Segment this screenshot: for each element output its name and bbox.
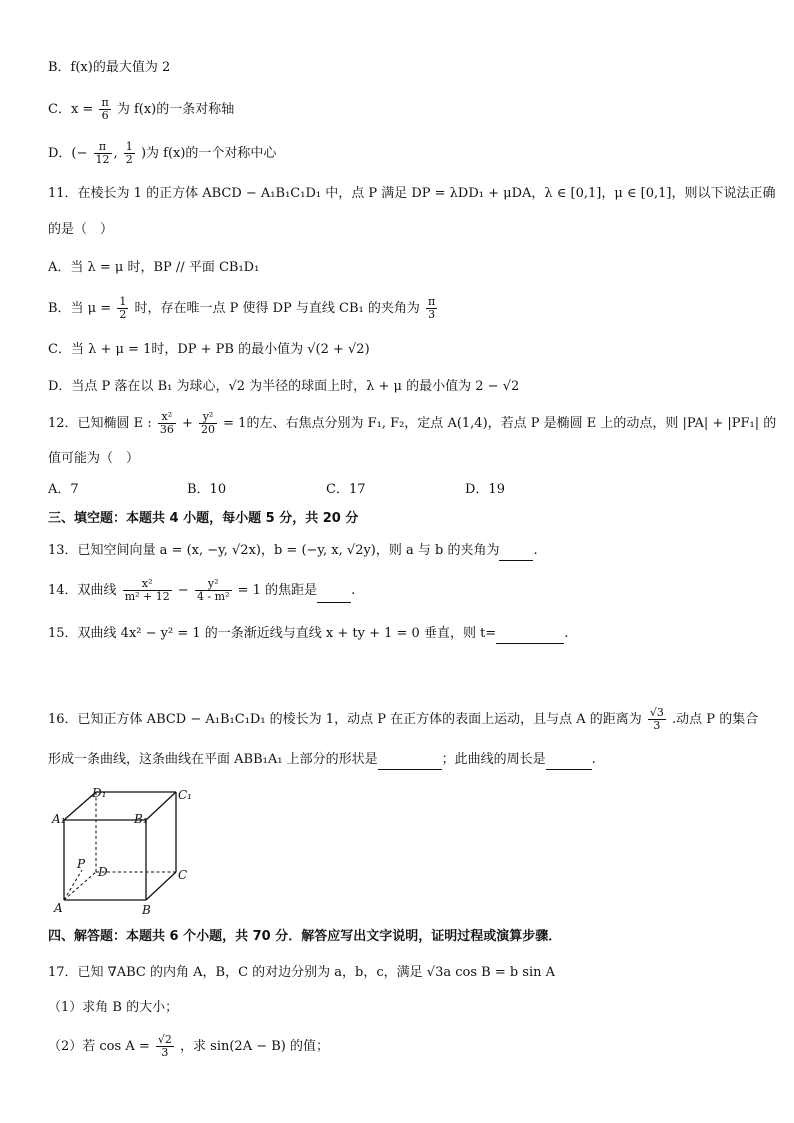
label-p: P [77, 857, 86, 871]
q11-option-b-den-2: 3 [428, 308, 436, 321]
q10-option-d-fraction-1 [94, 141, 112, 166]
q11-option-b-fraction-1 [117, 296, 128, 321]
q17-part-2 [48, 1034, 329, 1059]
q10-option-d-fraction-2 [124, 141, 135, 166]
q11-option-b-middle: 时，存在唯一点 P 使得 DP 与直线 CB₁ 的夹角为 [134, 301, 420, 316]
q16-line-2a: 形成一条曲线，这条曲线在平面 ABB₁A₁ 上部分的形状是 [48, 752, 378, 767]
q16-fraction-num: √3 [649, 706, 664, 719]
q10-option-b: B．f(x)的最大值为 2 [48, 60, 171, 75]
q10-option-c-fraction [99, 97, 110, 122]
label-b1: B₁ [134, 812, 148, 826]
q10-option-d-num-2: 1 [125, 140, 133, 153]
q11-option-b-prefix: B．当 μ = [48, 301, 112, 316]
q10-option-d-den-2: 2 [125, 153, 133, 166]
q14-fraction-y-num: y² [195, 578, 232, 591]
q16-suffix: .动点 P 的集合 [672, 712, 759, 727]
q11-option-b [48, 296, 439, 321]
q11-option-c: C．当 λ + μ = 1时，DP + PB 的最小值为 √(2 + √2) [48, 342, 370, 357]
q13 [48, 541, 538, 561]
cube-figure [50, 786, 200, 918]
label-c1: C₁ [178, 788, 192, 802]
q16-line-2b: ；此曲线的周长是 [441, 752, 546, 767]
q11-stem-line-1: 11．在棱长为 1 的正方体 ABCD − A₁B₁C₁D₁ 中，点 P 满足 DP = λDD₁ + μDA，λ ∈ [0,1]，μ ∈ [0,1]，则以下说法正确 [48, 186, 776, 201]
q12-options [48, 480, 604, 500]
q16-line-1 [48, 707, 758, 732]
q14-fraction-x [123, 578, 172, 603]
q16-line-2 [48, 750, 596, 770]
q17-part-2-prefix: （2）若 cos A = [48, 1039, 150, 1054]
q15-end: . [564, 626, 569, 641]
q10-option-c-num: π [101, 96, 109, 109]
q17-part-2-num: √2 [157, 1033, 172, 1046]
q14-fraction-x-num: x² [123, 578, 172, 591]
q12-fraction-x [158, 411, 176, 436]
q11-option-b-num-1: 1 [119, 295, 127, 308]
q10-option-d-suffix: )为 f(x)的一个对称中心 [140, 146, 277, 161]
label-d: D [98, 865, 108, 879]
cube-segment-ap [64, 870, 82, 900]
q10-option-d-prefix: D．(− [48, 146, 88, 161]
q11-option-b-num-2: π [428, 295, 436, 308]
q16-fraction [648, 707, 666, 732]
q14-minus: − [177, 583, 189, 598]
q10-option-d-den-1: 12 [95, 153, 110, 166]
q12-stem-line-2: 值可能为（ ） [48, 451, 140, 466]
q12-stem-line-1 [48, 411, 776, 436]
q11-stem-line-2: 的是（ ） [48, 222, 114, 237]
section-3-heading: 三、填空题：本题共 4 小题，每小题 5 分，共 20 分 [48, 511, 359, 526]
q11-option-d: D．当点 P 落在以 B₁ 为球心，√2 为半径的球面上时，λ + μ 的最小值为 2 − √2 [48, 379, 520, 394]
cube-edge-b1c1 [146, 792, 176, 820]
q12-option-c: C．17 [326, 482, 366, 497]
q14-fraction-x-den: m² + 12 [124, 590, 170, 603]
q15-text: 15．双曲线 4x² − y² = 1 的一条渐近线与直线 x + ty + 1 = 0 垂直，则 t= [48, 626, 497, 641]
q14-prefix: 14．双曲线 [48, 583, 117, 598]
q14-fraction-y-den: 4 - m² [196, 590, 230, 603]
q14-suffix: = 1 的焦距是 [237, 583, 318, 598]
q12-stem-prefix: 12．已知椭圆 E : [48, 416, 152, 431]
q14-answer-blank [317, 588, 351, 603]
q10-option-d-num-1: π [94, 141, 112, 154]
q10-option-c [48, 97, 234, 122]
q12-fraction-x-den: 36 [159, 423, 174, 436]
q14 [48, 578, 355, 603]
q16-end: . [591, 752, 596, 767]
q13-end: . [533, 543, 538, 558]
section-4-heading: 四、解答题：本题共 6 个小题，共 70 分．解答应写出文字说明，证明过程或演算步骤． [48, 929, 562, 944]
q17-part-2-suffix: ，求 sin(2A − B) 的值； [180, 1039, 330, 1054]
q12-fraction-x-num: x² [158, 411, 176, 424]
q12-plus: + [181, 416, 193, 431]
q12-option-d: D．19 [465, 482, 505, 497]
q15 [48, 624, 568, 644]
q12-fraction-y-num: y² [199, 411, 217, 424]
q10-option-c-prefix: C．x = [48, 102, 94, 117]
q10-option-c-den: 6 [101, 109, 109, 122]
q11-option-a: A．当 λ = μ 时，BP // 平面 CB₁D₁ [48, 260, 260, 275]
cube-hidden-edge-ad [64, 872, 96, 900]
label-c: C [178, 868, 188, 882]
q10-option-c-suffix: 为 f(x)的一条对称轴 [116, 102, 235, 117]
q17-part-2-fraction [156, 1034, 174, 1059]
cube-edge-bc [146, 872, 176, 900]
q17-part-2-den: 3 [161, 1046, 169, 1059]
q12-option-b: B．10 [187, 482, 227, 497]
q16-fraction-den: 3 [653, 719, 661, 732]
q11-option-b-den-1: 2 [119, 308, 127, 321]
q17-stem: 17．已知 ∇ABC 的内角 A，B，C 的对边分别为 a，b，c，满足 √3a cos B = b sin A [48, 965, 556, 980]
q16-answer-blank-1 [378, 755, 442, 770]
label-a1: A₁ [52, 812, 66, 826]
q14-end: . [351, 583, 356, 598]
q14-fraction-y [195, 578, 232, 603]
q16-answer-blank-2 [546, 755, 592, 770]
q11-option-b-fraction-2 [426, 296, 437, 321]
q13-text: 13．已知空间向量 a = (x, −y, √2x)，b = (−y, x, √2y)，则 a 与 b 的夹角为 [48, 543, 500, 558]
q12-option-a: A．7 [48, 482, 79, 497]
q13-answer-blank [499, 546, 533, 561]
label-a: A [54, 901, 63, 915]
q17-part-1: （1）求角 B 的大小； [48, 1000, 179, 1015]
q10-option-d: D．(− $\frac{\pi}{12}$ , $\frac{1}{2}$ )为 f(x)的一个对称中心 [48, 140, 277, 166]
q12-fraction-y-den: 20 [201, 423, 216, 436]
label-d1: D₁ [92, 786, 107, 800]
q12-stem-suffix: = 1的左、右焦点分别为 F₁, F₂，定点 A(1,4)，若点 P 是椭圆 E 上的动点，则 |PA| + |PF₁| 的 [223, 416, 777, 431]
q12-fraction-y [199, 411, 217, 436]
q16-prefix: 16．已知正方体 ABCD − A₁B₁C₁D₁ 的棱长为 1，动点 P 在正方体的表面上运动，且与点 A 的距离为 [48, 712, 642, 727]
q15-answer-blank [496, 629, 564, 644]
label-b: B [142, 903, 151, 917]
